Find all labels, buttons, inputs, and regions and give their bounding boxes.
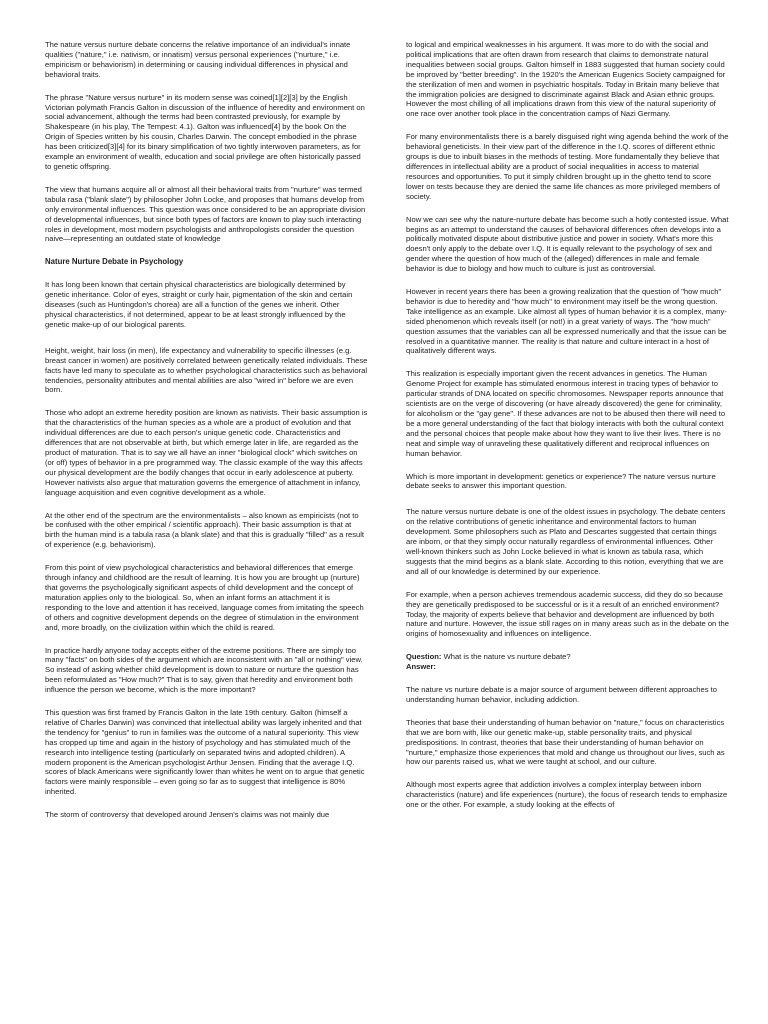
paragraph: From this point of view psychological characteristics and behavioral differences that emerge through infancy and childhood are the result of learning. It is how you are brought up (nurture) that governs the psychologically significant aspects of child development and the concept of maturation applies only to the biological. So, when an infant forms an attachment it is responding to the love and attention it has received, language comes from imitating the speech of others and cognitive development depends on the degree of stimulation in the environment and, more broadly, on the civilization within which the child is reared. (45, 563, 364, 632)
paragraph: Those who adopt an extreme heredity position are known as nativists. Their basic assumption is that the characteristics of the human species as a whole are a product of evolution and that individual differences are due to each person's unique genetic code. Characteristics and differences that are not observable at birth, but which emerge later in life, are regarded as the product of maturation. That is to say we all have an inner "biological clock" which switches on (or off) types of behavior in a pre programmed way. The classic example of the way this affects our physical development are the bodily changes that occur in early adolescence at puberty. However nativists also argue that maturation governs the emergence of attachment in infancy, language acquisition and even cognitive development as a whole. (45, 408, 368, 497)
paragraph: The phrase "Nature versus nurture" in its modern sense was coined[1][2][3] by the English Victorian polymath Francis Galton in discussion of the influence of heredity and environment on social advancement, although the terms had been contrasted previously, for example by Shakespeare (in his play, The Tempest: 4.1). Galton was influenced[4] by the book On the Origin of Species written by his cousin, Charles Darwin. The concept embodied in the phrase has been criticized[3][4] for its binary simplification of two tightly interwoven parameters, as for example an environment of wealth, education and social privilege are often historically passed to genetic offspring. (45, 92, 365, 171)
paragraph: The nature versus nurture debate concerns the relative importance of an individual's innate qualities ("nature," i.e. nativism, or innatism) versus personal experiences ("nurture," i.e. empiricism or behaviorism) in determining or causing individual differences in physical and behavioral traits. (45, 40, 351, 79)
answer-label: Answer: (406, 662, 436, 672)
paragraph: Although most experts agree that addiction involves a complex interplay between inborn characteristics (nature) and life experiences (nurture), the focus of research tends to emphasize one or the other. For example, a study looking at the effects of (406, 780, 728, 810)
paragraph: The nature vs nurture debate is a major source of argument between different approaches to understanding human behavior, including addiction. (406, 685, 717, 704)
right-column (406, 40, 729, 823)
paragraph: The nature versus nurture debate is one of the oldest issues in psychology. The debate centers on the relative contributions of genetic inheritance and environmental factors to human development. Some philosophers such as Plato and Descartes suggested that certain things are inborn, or that they simply occur naturally regardless of environmental influences. Other well-known thinkers such as John Locke believed in what is known as tabula rasa, which suggests that the mind begins as a blank slate. According to this notion, everything that we are and all of our knowledge is determined by our experience. (406, 507, 726, 576)
paragraph: For example, when a person achieves tremendous academic success, did they do so because they are genetically predisposed to be successful or is it a result of an enriched environment? Today, the majority of experts believe that behavior and development are influenced by both nature and nurture. However, the issue still rages on in many areas such as in the debate on the origins of homosexuality and influences on intelligence. (406, 589, 729, 639)
section-heading: Nature Nurture Debate in Psychology (45, 257, 184, 267)
paragraph: However in recent years there has been a growing realization that the question of "how much" behavior is due to heredity and "how much" to environment may itself be the wrong question. Take intelligence as an example. Like almost all types of human behavior it is a complex, many-sided phenomenon which reveals itself (or not!) in a great variety of ways. The "how much" question assumes that the variables can all be expressed numerically and that the issue can be resolved in a quantitative manner. The reality is that nature and culture interact in a host of qualitatively different ways. (406, 287, 727, 356)
paragraph: The storm of controversy that developed around Jensen's claims was not mainly due (45, 810, 330, 820)
paragraph: The view that humans acquire all or almost all their behavioral traits from "nurture" was termed tabula rasa ("blank slate") by philosopher John Locke, and proposes that humans develop from only environmental influences. This question was once considered to be an appropriate division of developmental influences, but since both types of factors are known to play such interacting roles in development, most modern psychologists and anthropologists consider the question naive—representing an outdated state of knowledge (45, 184, 366, 244)
paragraph: Theories that base their understanding of human behavior on "nature," focus on characteristics that we are born with, like our genetic make-up, stable personality traits, and physical predispositions. In contrast, theories that base their understanding of human behavior on "nurture," emphasize those experiences that mold and change us throughout our lives, such as how our parents raised us, what we were taught at school, and our culture. (406, 717, 725, 767)
paragraph: Height, weight, hair loss (in men), life expectancy and vulnerability to specific illnesses (e.g. breast cancer in women) are positively correlated between genetically related individuals. These facts have led many to speculate as to whether psychological characteristics such as behavioral tendencies, personality attributes and mental abilities are also "wired in" before we are even born. (45, 345, 368, 395)
left-column (45, 40, 368, 833)
question-answer-block (406, 652, 729, 672)
paragraph: At the other end of the spectrum are the environmentalists – also known as empiricists (not to be confused with the other empirical / scientific approach). Their basic assumption is that at birth the human mind is a tabula rasa (a blank slate) and that this is gradually "filled" as a result of experience (e.g. behaviorism). (45, 510, 365, 550)
paragraph: Which is more important in development: genetics or experience? The nature versus nurture debate seeks to answer this important question. (406, 471, 716, 491)
paragraph: to logical and empirical weaknesses in his argument. It was more to do with the social and political implications that are often drawn from research that claims to demonstrate natural inequalities between social groups. Galton himself in 1883 suggested that human society could be improved by "better breeding". In the 1920's the American Eugenics Society campaigned for the sterilization of men and women in psychiatric hospitals. Today in Britain many believe that the immigration policies are designed to discriminate against Black and Asian ethnic groups. However the most chilling of all implications drawn from this view of the natural superiority of one race over another took place in the concentration camps of Nazi Germany. (406, 40, 726, 119)
paragraph: This question was first framed by Francis Galton in the late 19th century. Galton (himself a relative of Charles Darwin) was convinced that intellectual ability was largely inherited and that the tendency for "genius" to run in families was the outcome of a natural superiority. This view has cropped up time and again in the history of psychology and has stimulated much of the research into intelligence testing (particularly on separated twins and adopted children). A modern proponent is the American psychologist Arthur Jensen. Finding that the average I.Q. scores of black Americans were significantly lower than whites he went on to argue that genetic factors were mainly responsible – even going so far as to suggest that intelligence is 80% inherited. (45, 708, 365, 797)
paragraph: In practice hardly anyone today accepts either of the extreme positions. There are simply too many "facts" on both sides of the argument which are inconsistent with an "all or nothing" view. So instead of asking whether child development is down to nature or nurture the question has been reformulated as "How much?" That is to say, given that heredity and environment both influence the person we become, which is the more important? (45, 645, 363, 695)
paragraph: It has long been known that certain physical characteristics are biologically determined by genetic inheritance. Color of eyes, straight or curly hair, pigmentation of the skin and certain diseases (such as Huntingdon's chorea) are all a function of the genes we inherit. Other physical characteristics, if not determined, appear to be at least strongly influenced by the genetic make-up of our biological parents. (45, 280, 353, 329)
question-label: Question: (406, 652, 442, 662)
paragraph: For many environmentalists there is a barely disguised right wing agenda behind the work of the behavioral geneticists. In their view part of the difference in the I.Q. scores of different ethnic groups is due to inbuilt biases in the methods of testing. More fundamentally they believe that differences in intellectual ability are a product of social inequalities in access to material resources and opportunities. To put it simply children brought up in the ghetto tend to score lower on tests because they are denied the same life chances as more privileged members of society. (406, 132, 729, 201)
question-text: What is the nature vs nurture debate? (443, 652, 571, 662)
paragraph: This realization is especially important given the recent advances in genetics. The Human Genome Project for example has stimulated enormous interest in tracing types of behavior to particular strands of DNA located on specific chromosomes. Newspaper reports announce that scientists are on the verge of discovering (or have already discovered) the gene for criminality, for alcoholism or the "gay gene". If these advances are not to be abused then there will need to be a more general understanding of the fact that biology interacts with both the cultural context and the personal choices that people make about how they want to live their lives. There is no neat and simple way of unraveling these qualitatively different and reciprocal influences on human behavior. (406, 369, 726, 458)
paragraph: Now we can see why the nature-nurture debate has become such a hotly contested issue. What begins as an attempt to understand the causes of behavioral differences often develops into a politically motivated dispute about distributive justice and power in society. What's more this doesn't only apply to the debate over I.Q. It is equally relevant to the psychology of sex and gender where the question of how much of the (alleged) differences in male and female behavior is due to biology and how much to culture is just as controversial. (406, 214, 729, 274)
